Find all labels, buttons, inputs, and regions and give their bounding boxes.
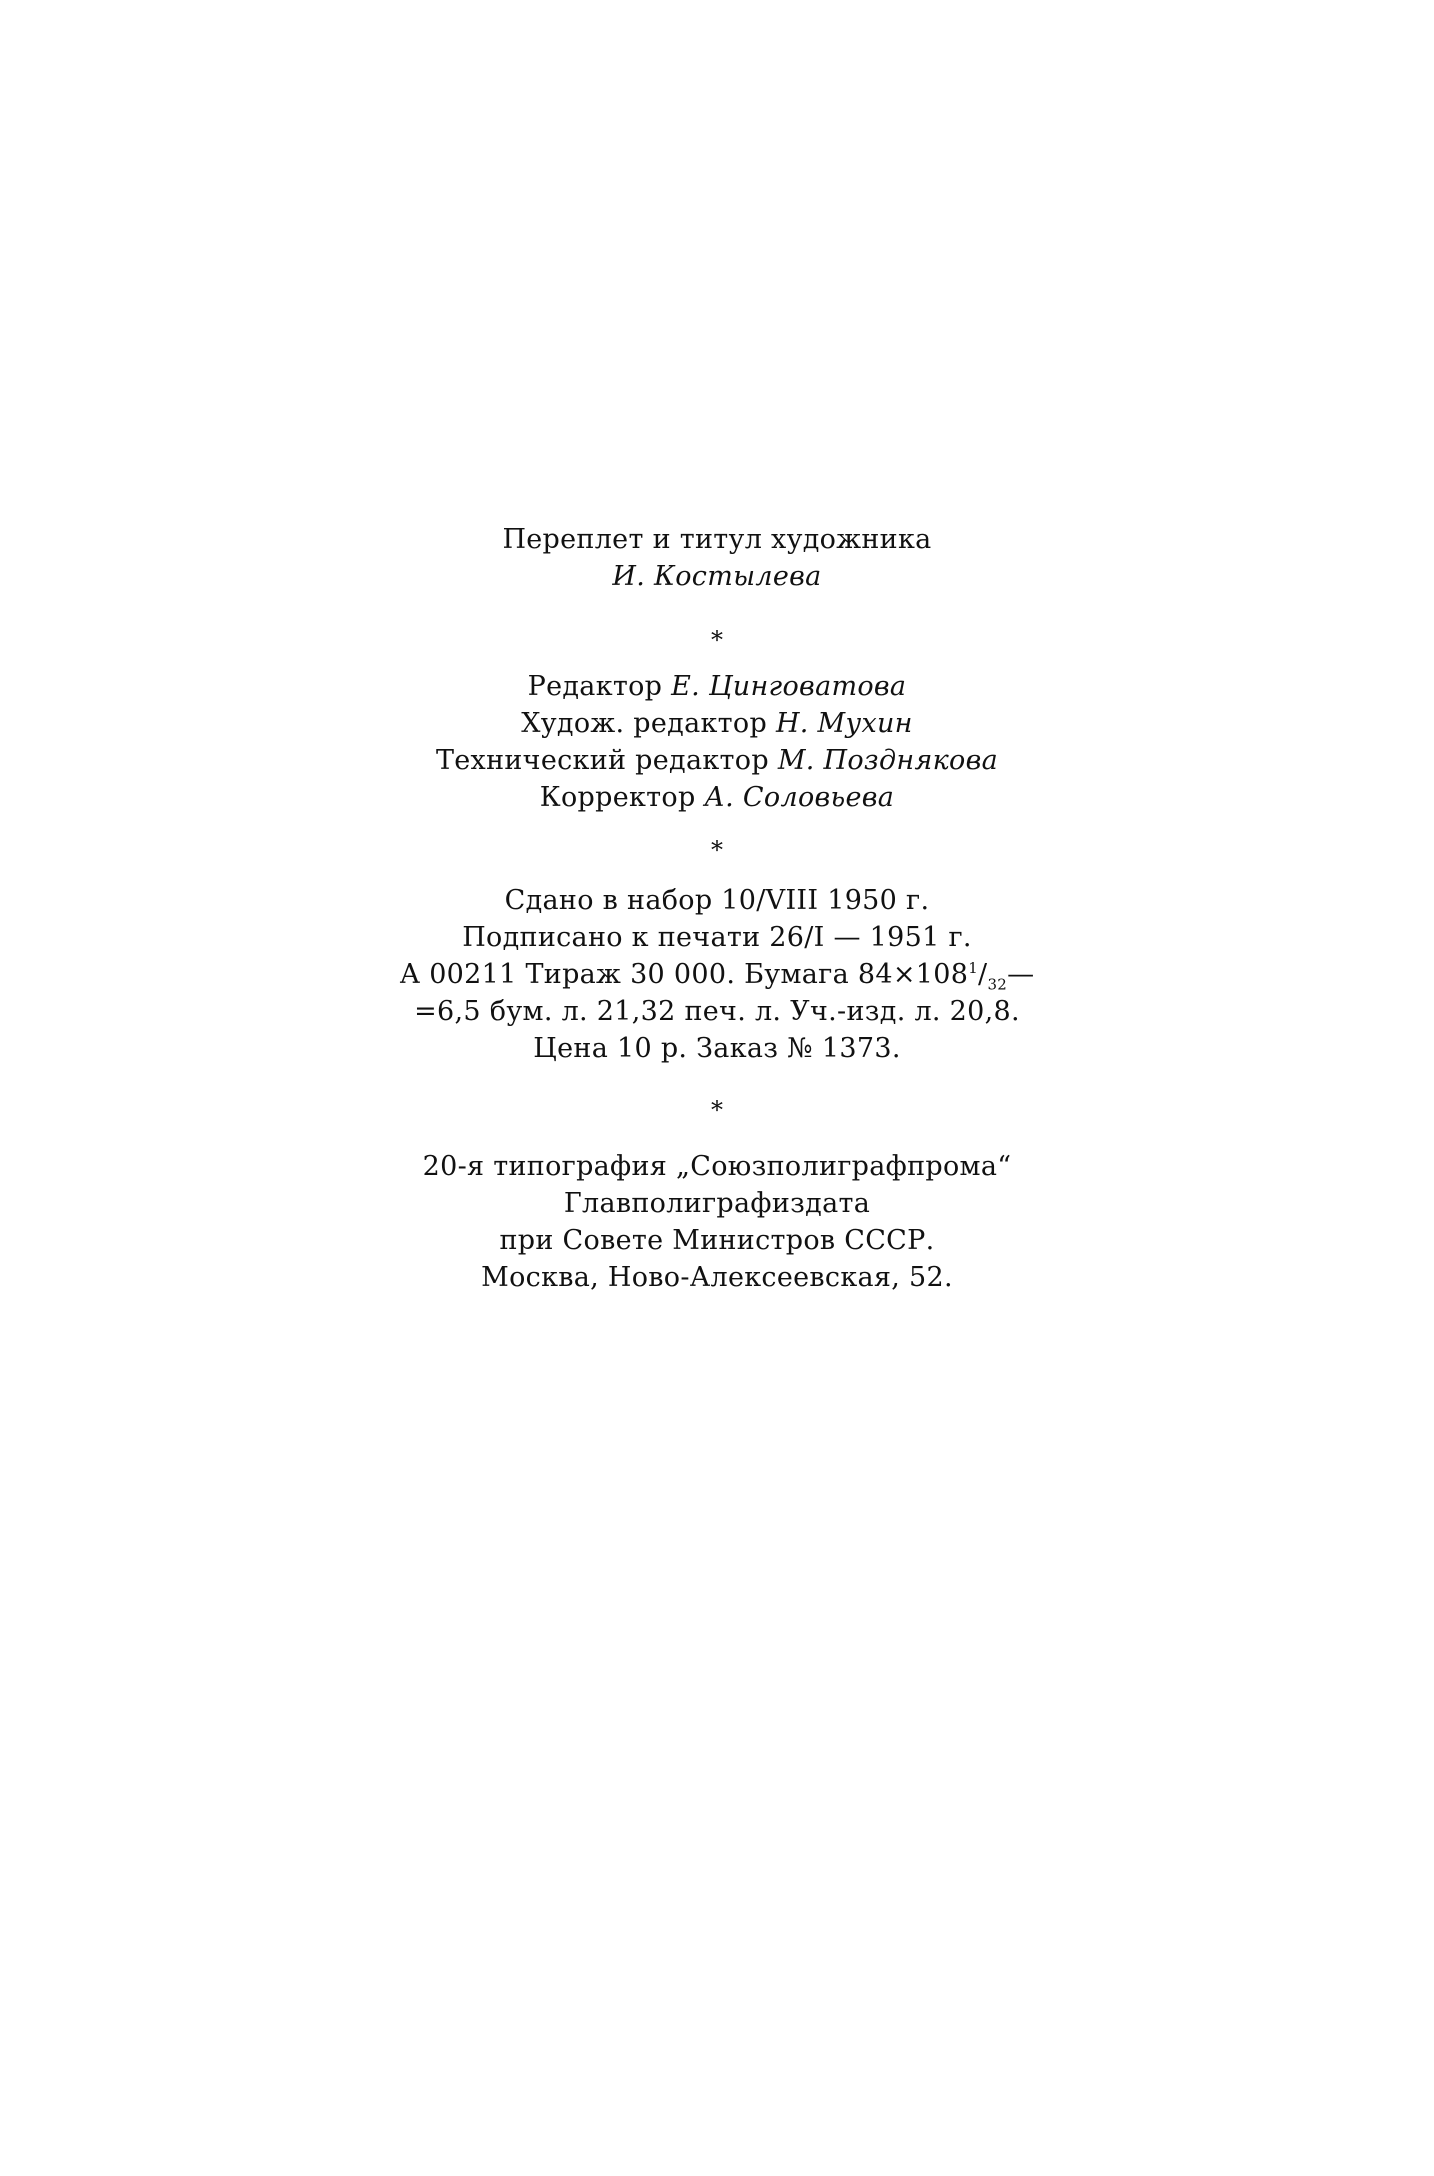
tech-editor-line [0,742,1434,779]
sheets-line: =6,5 бум. л. 21,32 печ. л. Уч.-изд. л. 20,8. [414,996,1020,1027]
tech-editor-name: М. Позднякова [777,745,999,776]
editor-name: Е. Цинговатова [671,671,907,702]
price-order-line: Цена 10 р. Заказ № 1373. [533,1033,901,1064]
art-editor-label: Худож. редактор [521,708,768,739]
separator-1 [0,628,1434,652]
separator-3 [0,1098,1434,1122]
art-editor-line [0,705,1434,742]
cover-artist-name: И. Костылева [612,561,822,592]
asterisk-separator: * [711,836,723,864]
cover-credit-line: Переплет и титул художника [502,524,932,555]
print-run-line [0,956,1434,993]
staff-block [0,668,1434,816]
editor-label: Редактор [527,671,663,702]
printer-parent-line: Главполиграфиздата [563,1188,871,1219]
signed-to-print-line: Подписано к печати 26/I — 1951 г. [462,922,972,953]
proofreader-line [0,779,1434,816]
printer-address-line: Москва, Ново-Алексеевская, 52. [481,1262,953,1293]
proofreader-label: Корректор [539,782,696,813]
editor-line [0,668,1434,705]
print-run-dash: — [1007,959,1035,990]
printer-block [0,1148,1434,1296]
paper-format-fraction-slash: / [978,959,988,990]
print-info-block [0,882,1434,1067]
separator-2 [0,838,1434,862]
paper-format-fraction-numerator: 1 [968,959,979,977]
proofreader-name: А. Соловьева [704,782,895,813]
art-editor-name: Н. Мухин [775,708,913,739]
tech-editor-label: Технический редактор [435,745,769,776]
asterisk-separator: * [711,1096,723,1124]
printer-name-line: 20-я типография „Союзполиграфпрома“ [422,1151,1012,1182]
cover-credit-block [0,521,1434,595]
asterisk-separator: * [711,626,723,654]
paper-format-fraction-denominator: 32 [987,975,1008,994]
typeset-date-line: Сдано в набор 10/VIII 1950 г. [504,885,930,916]
printer-council-line: при Совете Министров СССР. [499,1225,935,1256]
print-run-text: А 00211 Тираж 30 000. Бумага 84×108 [399,959,969,990]
